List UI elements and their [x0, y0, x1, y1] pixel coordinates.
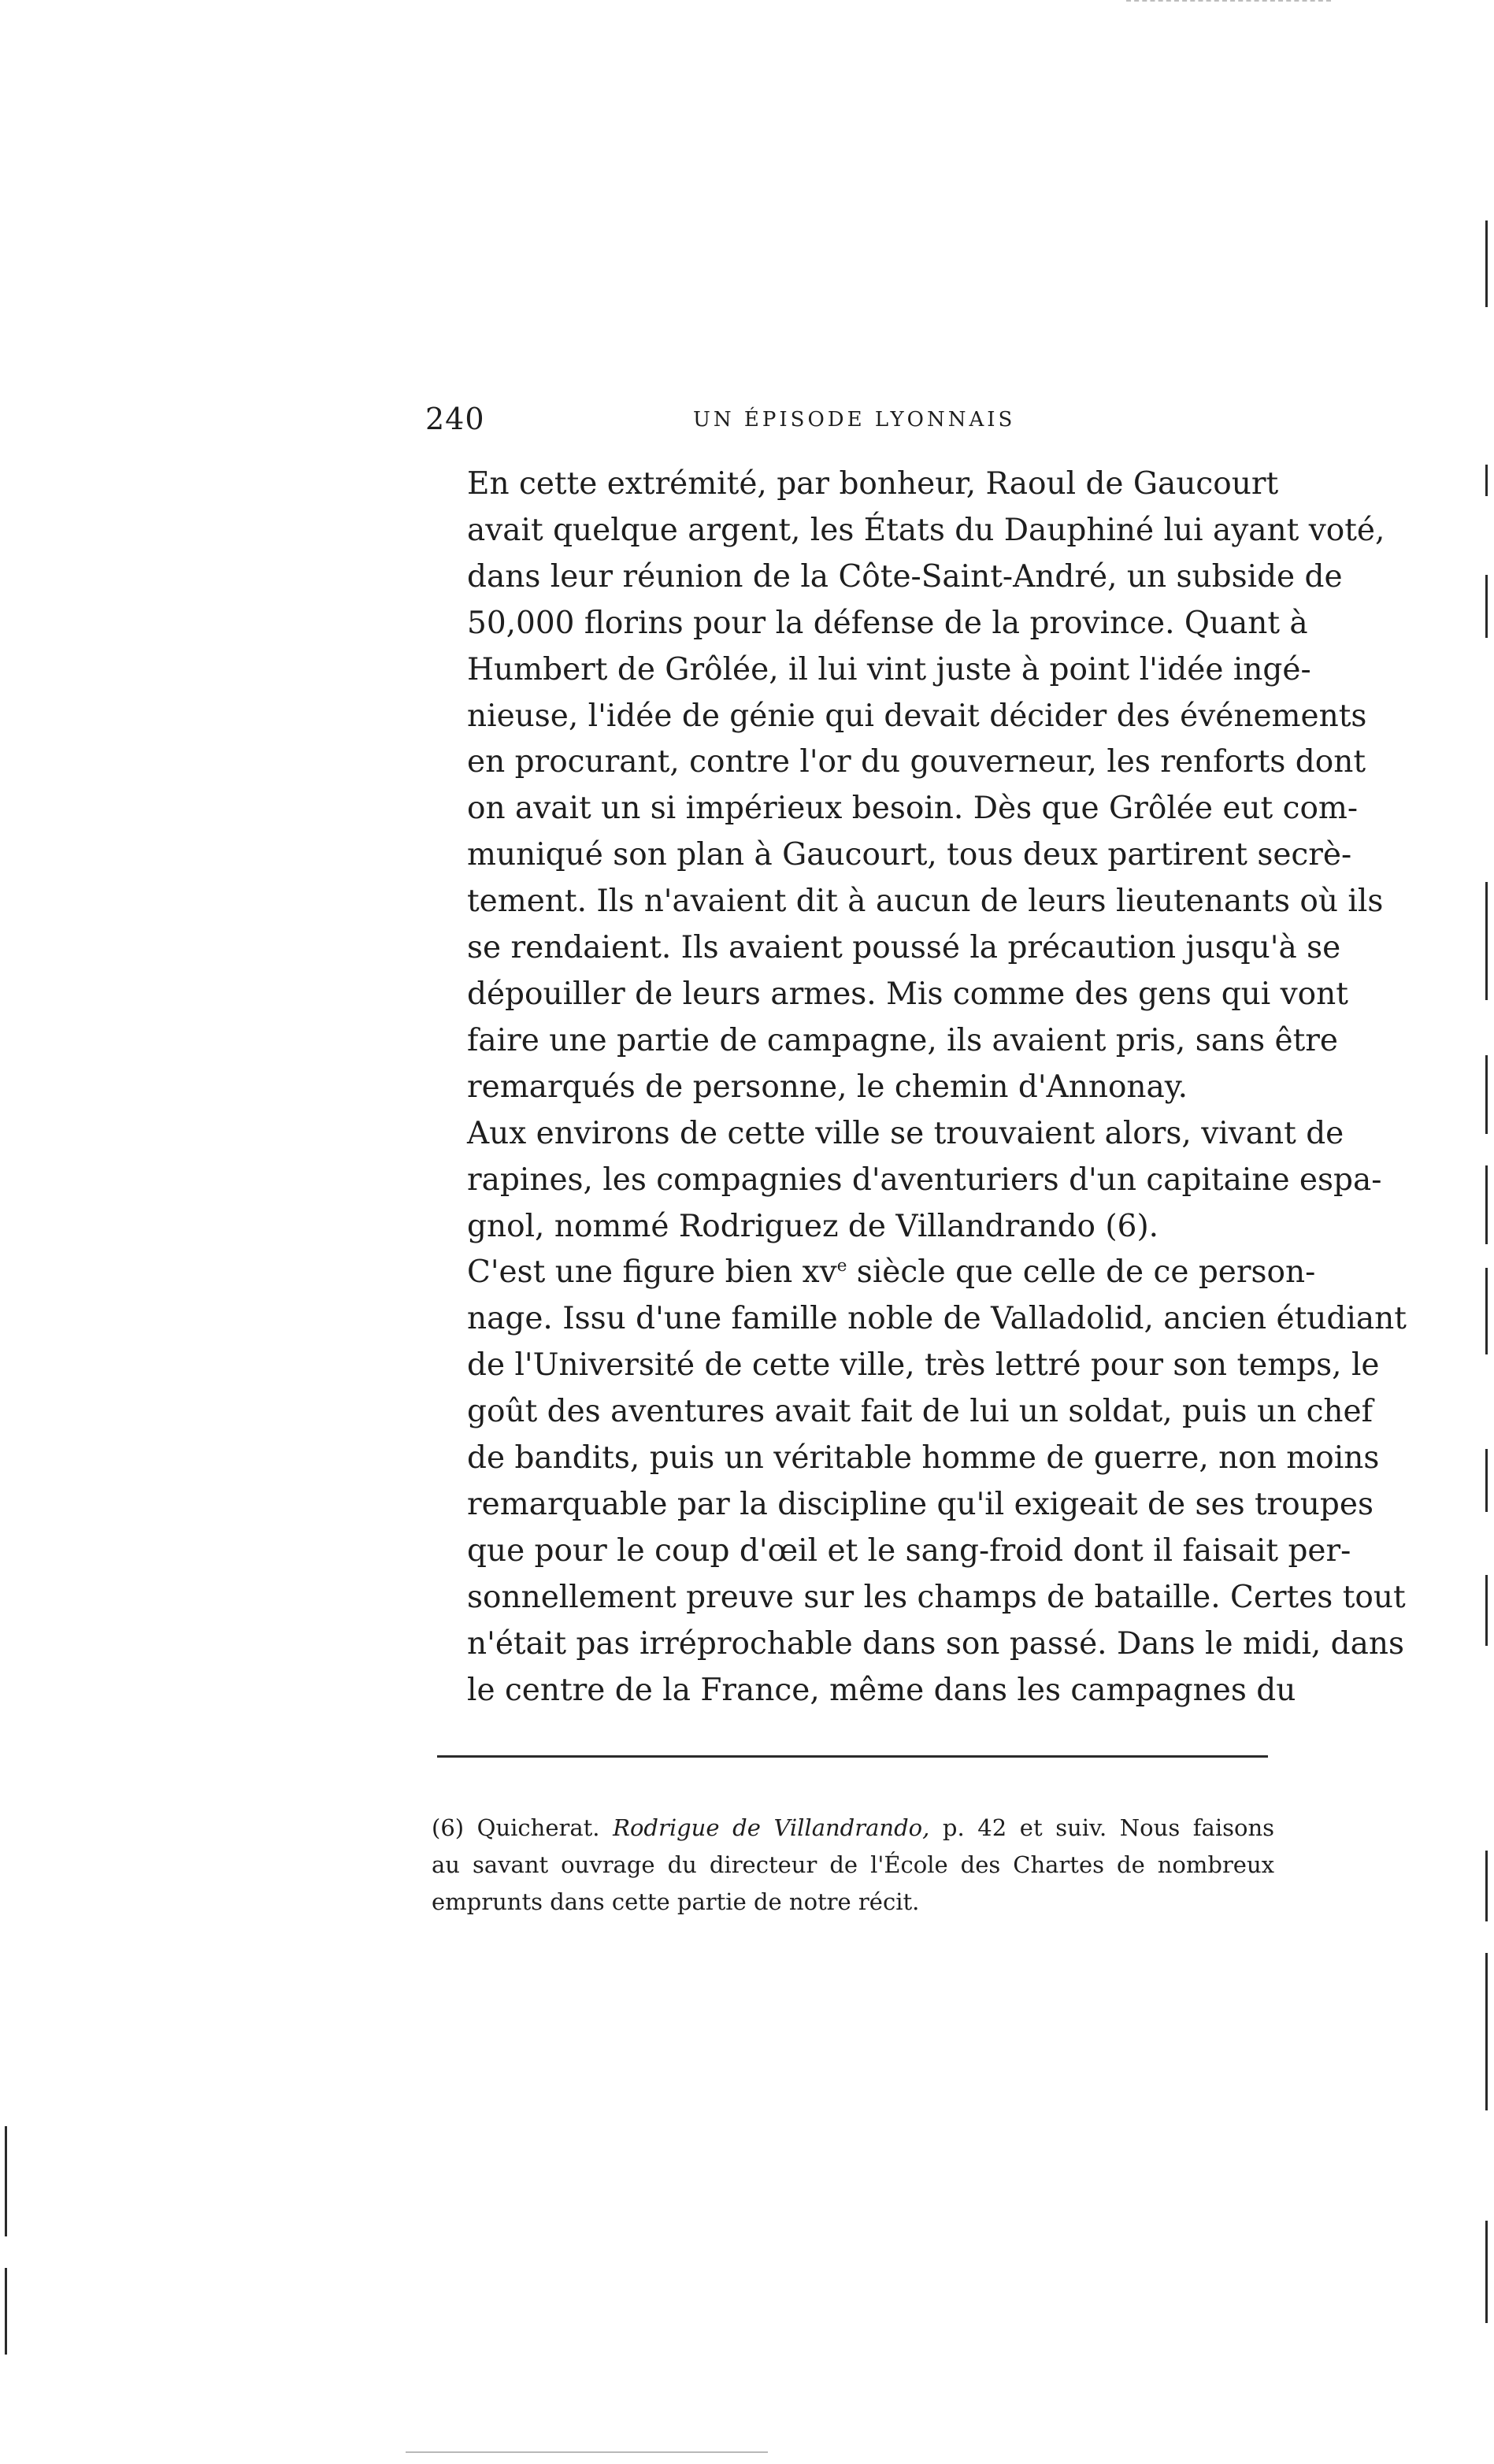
text-line: n'était pas irréprochable dans son passé. Dans le midi, dans [467, 1625, 1404, 1662]
scan-edge-artifact [1485, 1851, 1488, 1921]
footnote-line: au savant ouvrage du directeur de l'École des Chartes de nombreux [432, 1851, 1274, 1878]
scan-edge-artifact [1485, 575, 1488, 638]
text-line: nage. Issu d'une famille noble de Valladolid, ancien étudiant [467, 1301, 1407, 1337]
paragraph [429, 1111, 1382, 1251]
scan-edge-artifact [1485, 1055, 1488, 1134]
text-line: remarquable par la discipline qu'il exigeait de ses troupes [467, 1486, 1374, 1522]
text-line: gnol, nommé Rodriguez de Villandrando (6). [467, 1208, 1159, 1244]
scan-edge-artifact [5, 2126, 7, 2236]
text-line: en procurant, contre l'or du gouverneur, les renforts dont [467, 744, 1366, 780]
footnote-work-title: Rodrigue de Villandrando, [613, 1814, 930, 1841]
text-line: rapines, les compagnies d'aventuriers d'un capitaine espa- [467, 1162, 1382, 1198]
footnote-marker: (6) Quicherat. [432, 1814, 600, 1841]
text-fragment: siècle que celle de ce person- [847, 1254, 1316, 1291]
text-line: 50,000 florins pour la défense de la province. Quant à [467, 605, 1308, 641]
running-title: UN ÉPISODE LYONNAIS [693, 408, 1016, 432]
scan-edge-artifact [1485, 882, 1488, 1000]
scan-edge-artifact [1485, 220, 1488, 307]
text-line: de l'Université de cette ville, très lettré pour son temps, le [467, 1347, 1380, 1384]
scan-bottom-rule [406, 2451, 768, 2453]
text-line: avait quelque argent, les États du Dauphiné lui ayant voté, [467, 512, 1385, 548]
scan-edge-artifact [1485, 1575, 1488, 1646]
text-line: tement. Ils n'avaient dit à aucun de leurs lieutenants où ils [467, 884, 1384, 920]
paragraph [429, 461, 1385, 1111]
scan-edge-artifact [1485, 2221, 1488, 2323]
text-line: sonnellement preuve sur les champs de bataille. Certes tout [467, 1579, 1406, 1615]
text-line: de bandits, puis un véritable homme de guerre, non moins [467, 1440, 1380, 1477]
text-line [429, 1250, 1316, 1296]
text-line: goût des aventures avait fait de lui un soldat, puis un chef [467, 1394, 1374, 1430]
text-line: dépouiller de leurs armes. Mis comme des gens qui vont [467, 976, 1348, 1012]
text-line: faire une partie de campagne, ils avaient pris, sans être [467, 1022, 1338, 1058]
scan-edge-artifact [1126, 0, 1331, 4]
page-number: 240 [425, 402, 485, 436]
text-line: nieuse, l'idée de génie qui devait décider des événements [467, 698, 1367, 734]
footnote [432, 1810, 1274, 1921]
page-header [425, 402, 1270, 441]
superscript: e [836, 1256, 847, 1276]
footnote-line: emprunts dans cette partie de notre récit. [432, 1888, 920, 1915]
paragraph [429, 1250, 1407, 1714]
text-line: Aux environs de cette ville se trouvaient alors, vivant de [467, 1115, 1344, 1151]
text-line: se rendaient. Ils avaient poussé la précaution jusqu'à se [467, 930, 1341, 966]
scan-edge-artifact [5, 2268, 7, 2355]
text-line: Humbert de Grôlée, il lui vint juste à point l'idée ingé- [467, 651, 1311, 687]
text-line: muniqué son plan à Gaucourt, tous deux partirent secrè- [467, 837, 1352, 873]
body-text [429, 461, 1407, 1714]
text-fragment: p. 42 et suiv. Nous faisons [929, 1814, 1274, 1841]
text-line: que pour le coup d'œil et le sang-froid dont il faisait per- [467, 1532, 1351, 1569]
scan-edge-artifact [1485, 465, 1488, 496]
text-line: on avait un si impérieux besoin. Dès que Grôlée eut com- [467, 791, 1359, 827]
text-line: remarqués de personne, le chemin d'Annonay. [467, 1069, 1188, 1105]
text-line: dans leur réunion de la Côte-Saint-André, un subside de [467, 558, 1343, 595]
text-line: le centre de la France, même dans les campagnes du [467, 1672, 1296, 1708]
footnote-line [432, 1810, 1274, 1847]
scan-edge-artifact [1485, 1953, 1488, 2110]
scan-edge-artifact [1485, 1449, 1488, 1512]
scan-edge-artifact [1485, 1268, 1488, 1354]
scan-edge-artifact [1485, 1165, 1488, 1244]
text-line: En cette extrémité, par bonheur, Raoul de Gaucourt [467, 466, 1279, 502]
footnote-separator [437, 1755, 1268, 1758]
text-fragment: C'est une figure bien xv [467, 1254, 837, 1291]
